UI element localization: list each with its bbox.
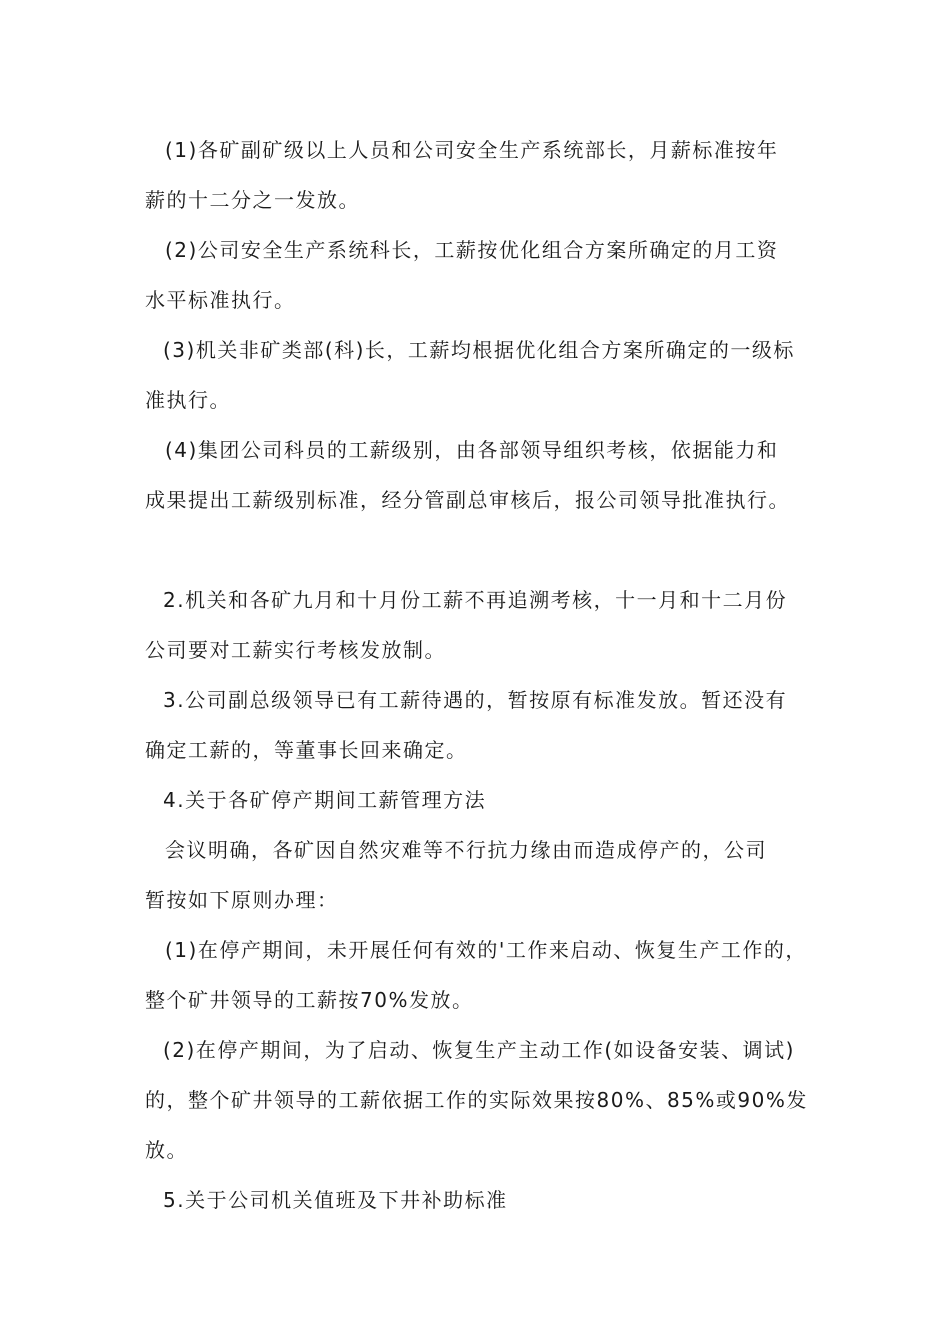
paragraph-3-line-1: (3)机关非矿类部(科)长，工薪均根据优化组合方案所确定的一级标 <box>163 338 795 362</box>
paragraph-1-line-2: 薪的十二分之一发放。 <box>145 188 360 212</box>
paragraph-10-line-3: 放。 <box>145 1138 188 1162</box>
section-heading-5: 5.关于公司机关值班及下井补助标准 <box>163 1188 508 1212</box>
section-heading-4: 4.关于各矿停产期间工薪管理方法 <box>163 788 487 812</box>
paragraph-9-line-1: (1)在停产期间，未开展任何有效的'工作来启动、恢复生产工作的， <box>165 938 807 962</box>
paragraph-10-line-2: 的，整个矿井领导的工薪依据工作的实际效果按80%、85%或90%发 <box>145 1088 808 1112</box>
paragraph-1-line-1: (1)各矿副矿级以上人员和公司安全生产系统部长，月薪标准按年 <box>165 138 779 162</box>
paragraph-2-line-1: (2)公司安全生产系统科长，工薪按优化组合方案所确定的月工资 <box>165 238 779 262</box>
paragraph-2-line-2: 水平标准执行。 <box>145 288 296 312</box>
paragraph-9-line-2: 整个矿井领导的工薪按70%发放。 <box>145 988 474 1012</box>
paragraph-5-line-2: 公司要对工薪实行考核发放制。 <box>145 638 446 662</box>
paragraph-8-line-1: 会议明确，各矿因自然灾难等不行抗力缘由而造成停产的，公司 <box>165 838 767 862</box>
paragraph-4-line-1: (4)集团公司科员的工薪级别，由各部领导组织考核，依据能力和 <box>165 438 779 462</box>
paragraph-5-line-1: 2.机关和各矿九月和十月份工薪不再追溯考核，十一月和十二月份 <box>163 588 788 612</box>
paragraph-4-line-2: 成果提出工薪级别标准，经分管副总审核后，报公司领导批准执行。 <box>145 488 790 512</box>
paragraph-6-line-2: 确定工薪的，等董事长回来确定。 <box>145 738 468 762</box>
paragraph-8-line-2: 暂按如下原则办理： <box>145 888 339 912</box>
paragraph-10-line-1: (2)在停产期间，为了启动、恢复生产主动工作(如设备安装、调试) <box>163 1038 795 1062</box>
paragraph-6-line-1: 3.公司副总级领导已有工薪待遇的，暂按原有标准发放。暂还没有 <box>163 688 788 712</box>
paragraph-3-line-2: 准执行。 <box>145 388 231 412</box>
